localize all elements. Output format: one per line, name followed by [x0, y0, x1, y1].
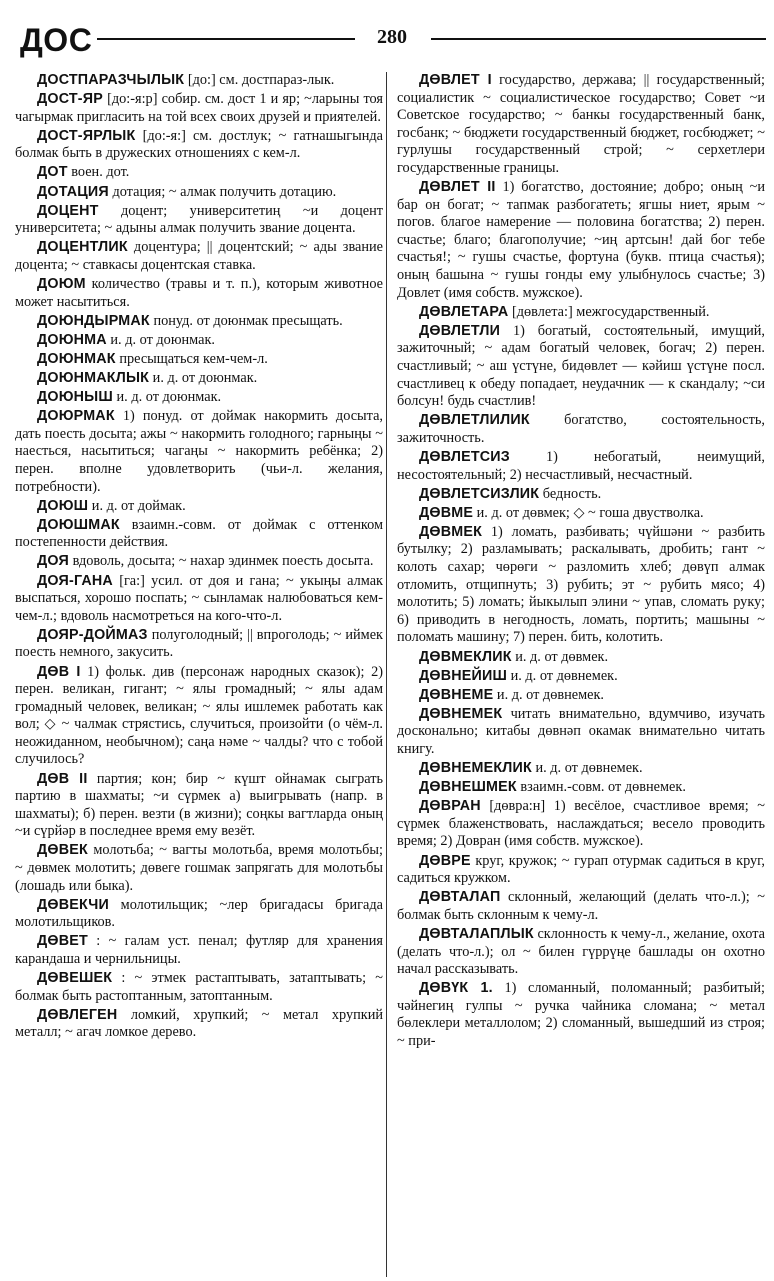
entry-definition: склонность к чему-л., желание, охота (делать что-л.); ол ~ билен гүррүңе башлады он охотно начал рассказывать. — [397, 925, 766, 978]
dictionary-entry — [15, 91, 383, 126]
entry-definition: и. д. от дөвмек; ◇ ~ гоша двустволка. — [476, 504, 704, 521]
entry-definition: : ~ этмек растаптывать, затаптывать; ~ болмак быть растоптанным, затоптанным. — [15, 970, 383, 1004]
entry-headword: ДӨВЛЕТЛИЛИК — [419, 412, 530, 429]
dictionary-entry — [15, 498, 383, 516]
entry-headword: ДОЮШМАК — [37, 516, 120, 533]
column-divider — [386, 72, 387, 1277]
page-header — [0, 0, 774, 70]
entry-headword: ДОЮНМАКЛЫК — [37, 370, 150, 386]
entry-headword: ДӨВЛЕТСИЗ — [419, 448, 510, 465]
entry-headword: ДОЯ-ГАНА — [37, 572, 113, 589]
entry-headword: ДОТАЦИЯ — [37, 183, 109, 200]
dictionary-entry — [15, 408, 383, 496]
entry-definition: 1) богатый, состоятельный, имущий, зажиточный; ~ адам богатый человек, богач; 2) перен. счастливый; ~ аш үстүне, бидөвлет — кәйиш үстүне посл. счастливец к обеду попадает, неудачник — к скандалу; ~си болсун! будь счастлив! — [397, 322, 765, 410]
entry-headword: ДӨВМЕ — [419, 504, 474, 521]
right-column — [397, 72, 765, 1052]
entry-headword: ДӨВЕКЧИ — [37, 896, 109, 913]
entry-definition: : ~ галам уст. пенал; футляр для хранения карандаша и чернильницы. — [15, 933, 383, 967]
entry-headword: ДӨВМЕКЛИК — [419, 648, 512, 665]
entry-headword: ДӨВТАЛАПЛЫК — [419, 925, 534, 942]
entry-definition: молотьба; ~ вагты молотьба, время молотьбы; ~ дөвмек молотить; дөвеге гошмак запрягать для молотьбы (лошадь или быка). — [15, 842, 383, 894]
entry-headword: ДӨВРАН — [419, 798, 481, 815]
entry-definition: дотация; ~ алмак получить дотацию. — [112, 183, 337, 200]
entry-definition: склонный, желающий (делать что-л.); ~ болмак быть склонным к чему-л. — [397, 889, 765, 923]
dictionary-entry — [15, 897, 383, 932]
entry-definition: взаимн.-совм. от дөвнемек. — [520, 779, 686, 796]
entry-definition: доцент; университетиң ~и доцент университета; ~ адыны алмак получить звание доцента. — [15, 202, 383, 237]
header-rule-left — [97, 38, 355, 40]
entry-definition: взаимн.-совм. от доймак с оттенком постепенности действия. — [15, 516, 384, 551]
entry-definition: [до:] см. достпараз-лык. — [187, 72, 335, 88]
entry-headword: ДОЮНМАК — [37, 350, 116, 367]
entry-definition: и. д. от дөвнемек. — [496, 686, 605, 703]
entry-definition: пресыщаться кем-чем-л. — [119, 350, 268, 367]
entry-headword: ДОЮРМАК — [37, 408, 115, 425]
dictionary-entry — [397, 449, 765, 484]
dictionary-entry — [397, 505, 765, 523]
dictionary-entry — [15, 184, 383, 202]
entry-definition: и. д. от дөвнемек. — [510, 667, 618, 684]
entry-definition: [до:-я:р] собир. см. дост 1 и яр; ~ларыны тоя чагырмак пригласить на той всех своих друзей и приятелей. — [15, 91, 383, 125]
entry-headword: ДОЯР-ДОЙМАЗ — [37, 626, 148, 643]
entry-definition: [дөвра:н] 1) весёлое, счастливое время; ~ сүрмек блаженствовать, наслаждаться; весело проводить время; 2) Довран (имя собств. мужское). — [397, 798, 765, 850]
entry-headword: ДӨВНЕЙИШ — [419, 667, 508, 684]
entry-headword: ДОЮМ — [37, 276, 86, 293]
entry-definition: полуголодный; || впроголодь; ~ иймек поесть немного, закусить. — [15, 626, 383, 661]
entry-definition: и. д. от дөвнемек. — [535, 760, 643, 777]
entry-headword: ДӨВНЕМЕК — [419, 705, 503, 722]
left-column — [15, 72, 383, 1043]
dictionary-entry — [397, 760, 765, 778]
entry-definition: читать внимательно, вдумчиво, изучать досконально; китабы дөвнәп окамак внимательно читать книгу. — [397, 705, 765, 757]
entry-headword: ДОТ — [37, 164, 68, 181]
dictionary-entry — [15, 164, 383, 182]
entry-headword: ДӨВЛЕТАРА — [419, 303, 509, 320]
entry-definition: молотильщик; ~лер бригадасы бригада молотильщиков. — [15, 896, 384, 931]
entry-headword: ДОСТПАРАЗЧЫЛЫК — [37, 72, 185, 88]
entry-headword: ДОЮНДЫРМАК — [37, 312, 150, 329]
dictionary-entry — [397, 179, 765, 302]
dictionary-entry — [15, 313, 383, 331]
entry-definition: 1) фольк. див (персонаж народных сказок); 2) перен. великан, гигант; ~ ялы громадный; ~ ялы адам громадный человек, великан; ~ ялы ишлемек работать как вол; ◇ ~ чалмак стрястись, случиться, произойти (о чём-л. неожиданном, необычном); саңа нәме ~ чалды? что с тобой случилось? — [15, 663, 383, 768]
entry-definition: государство, держава; || государственный; социалистик ~ социалистическое государство; Совет ~и Советское государство; ~ банкы государственный банк, госбанк; ~ бюджети государственный бюджет, госбюджет; ~ гурлушы государственный строй; ~ серхетлери государственные границы. — [397, 72, 766, 176]
entry-headword: ДОЯ — [37, 553, 69, 570]
entry-headword: ДӨВМЕК — [419, 523, 483, 540]
entry-definition: и. д. от доюнмак. — [110, 331, 215, 348]
entry-definition: [га:] усил. от доя и гана; ~ укыңы алмак выспаться, хорошо поспать; ~ сынламак налюбоваться кем-чем-л.; вдоволь насмотреться на кого-что-л. — [15, 572, 383, 624]
dictionary-entry — [397, 779, 765, 797]
entry-headword: ДӨВЛЕГЕН — [37, 1006, 118, 1023]
entry-definition: вдоволь, досыта; ~ нахар эдинмек поесть досыта. — [72, 553, 374, 570]
dictionary-entry — [397, 798, 765, 851]
dictionary-entry — [397, 706, 765, 759]
entry-definition: 1) богатство, достояние; добро; оның ~и бар он богат; ~ тапмак разбогатеть; ягшы ниет, ярым ~ погов. благое намерение — половина богатства; 2) перен. счастье; благо; благополучие; ~иң артсын! дай бог тебе счастья!; ~ гушы счастье, фортуна (букв. птица счастья); оның башына ~ гушы гонды ему улыбнулось счастье; 3) Довлет (имя собств. мужское). — [397, 179, 766, 301]
dictionary-entry — [397, 649, 765, 667]
entry-definition: [до:-я:] см. достлук; ~ гатнашыгында болмак быть в дружеских отношениях с кем-л. — [15, 127, 383, 162]
dictionary-entry — [15, 389, 383, 407]
dictionary-entry — [15, 933, 383, 968]
dictionary-entry — [15, 771, 383, 841]
entry-headword: ДӨВ II — [37, 770, 88, 787]
dictionary-entry — [397, 524, 765, 647]
dictionary-entry — [15, 1007, 383, 1042]
dictionary-entry — [15, 128, 383, 163]
entry-headword: ДОСТ-ЯРЛЫК — [37, 127, 136, 144]
entry-definition: ломкий, хрупкий; ~ метал хрупкий металл; ~ агач ломкое дерево. — [15, 1006, 383, 1041]
entry-headword: ДӨВНЕМЕ — [419, 686, 494, 703]
dictionary-entry — [397, 304, 765, 322]
entry-headword: ДОЮНЫШ — [37, 389, 113, 406]
entry-definition: количество (травы и т. п.), которым животное может насытиться. — [15, 276, 383, 310]
entry-headword: ДОЦЕНТ — [37, 202, 99, 219]
dictionary-entry — [15, 239, 383, 274]
dictionary-entry — [15, 351, 383, 369]
entry-definition: партия; кон; бир ~ күшт ойнамак сыграть партию в шахматы; ~и сүрмек а) выигрывать (напр. в шахматы); б) перен. везти (в жизни); соңкы вагтларда оның ~и сүрйәр в последнее время ему везёт. — [15, 770, 384, 840]
entry-headword: ДӨВНЕШМЕК — [419, 779, 517, 796]
entry-headword: ДӨВЕК — [37, 842, 88, 859]
entry-definition: и. д. от дөвмек. — [515, 648, 609, 665]
entry-headword: ДӨВҮК 1. — [419, 980, 493, 997]
dictionary-entry — [397, 926, 765, 979]
entry-headword: ДӨВРЕ — [419, 852, 471, 869]
entry-definition: и. д. от доюнмак. — [116, 389, 222, 406]
entry-definition: доцентура; || доцентский; ~ ады звание доцента; ~ ставкасы доцентская ставка. — [15, 239, 384, 273]
dictionary-entry — [397, 412, 765, 447]
entry-definition: 1) понуд. от доймак накормить досыта, дать поесть досыта; ажы ~ накормить голодного; гарныңы ~ наесться, насытиться; чагаңы ~ накормить ребёнка; 2) перен. вполне удовлетворить (чьи-л. желания, потребности). — [15, 408, 384, 495]
dictionary-entry — [15, 573, 383, 626]
entry-headword: ДӨВ I — [37, 663, 81, 680]
dictionary-entry — [15, 970, 383, 1005]
dictionary-entry — [15, 627, 383, 662]
entry-headword: ДӨВЕШЕК — [37, 970, 113, 987]
dictionary-entry — [15, 332, 383, 350]
dictionary-entry — [397, 668, 765, 686]
dictionary-entry — [15, 370, 383, 388]
dictionary-entry — [397, 687, 765, 705]
entry-headword: ДӨВЛЕТ I — [419, 72, 492, 88]
entry-definition: богатство, состоятельность, зажиточность. — [397, 412, 765, 446]
entry-headword: ДӨВТАЛАП — [419, 889, 501, 906]
entry-definition: и. д. от доюнмак. — [152, 370, 258, 386]
running-head-word: ДОС — [20, 22, 93, 58]
dictionary-entry — [15, 664, 383, 770]
entry-definition: воен. дот. — [71, 164, 130, 181]
dictionary-entry — [397, 980, 765, 1050]
dictionary-entry — [397, 889, 765, 924]
entry-definition: [дөвлета:] межгосударственный. — [511, 303, 710, 320]
entry-headword: ДОЮНМА — [37, 331, 107, 348]
entry-definition: и. д. от доймак. — [91, 497, 186, 514]
dictionary-entry — [15, 72, 383, 90]
entry-definition: 1) сломанный, поломанный; разбитый; чәйнегиң гулпы ~ ручка чайника сломана; ~ метал бөлеклери металлолом; 2) сломанный, вышедший из строя; ~ при- — [397, 980, 765, 1049]
entry-headword: ДОСТ-ЯР — [37, 91, 103, 108]
entry-definition: 1) ломать, разбивать; чүйшәни ~ разбить бутылку; 2) разламывать; раскалывать, дробить; гант ~ колоть сахар; чөрөги ~ разломить хлеб; дөвүп алмак отломить, отщипнуть; 3) рубить; эт ~ рубить мясо; 4) молотить; 5) ломать; йыкылып элини ~ упав, сломать руку; 6) приводить в негодность, ломать, портить; машыны ~ поломать машину; 7) перен. бить, колотить. — [397, 523, 765, 646]
dictionary-entry — [397, 853, 765, 888]
entry-definition: круг, кружок; ~ гурап отурмак садиться в круг, садиться кружком. — [397, 852, 765, 887]
dictionary-entry — [15, 553, 383, 571]
dictionary-entry — [397, 72, 765, 178]
entry-definition: 1) небогатый, неимущий, несостоятельный; 2) несчастливый, несчастный. — [397, 448, 765, 483]
entry-headword: ДӨВЛЕТСИЗЛИК — [419, 485, 540, 502]
entry-definition: понуд. от доюнмак пресыщать. — [153, 312, 343, 329]
header-rule-right — [431, 38, 766, 40]
dictionary-entry — [15, 517, 383, 552]
entry-headword: ДӨВНЕМЕКЛИК — [419, 760, 532, 777]
entry-headword: ДОЮШ — [37, 497, 89, 514]
dictionary-entry — [15, 276, 383, 311]
page-number: 280 — [377, 26, 407, 48]
entry-headword: ДӨВЛЕТЛИ — [419, 322, 501, 339]
dictionary-entry — [397, 323, 765, 411]
dictionary-entry — [397, 486, 765, 504]
dictionary-entry — [15, 203, 383, 238]
entry-headword: ДӨВЕТ — [37, 933, 88, 950]
dictionary-entry — [15, 842, 383, 895]
entry-definition: бедность. — [542, 485, 602, 502]
entry-headword: ДӨВЛЕТ II — [419, 179, 496, 196]
entry-headword: ДОЦЕНТЛИК — [37, 239, 128, 256]
